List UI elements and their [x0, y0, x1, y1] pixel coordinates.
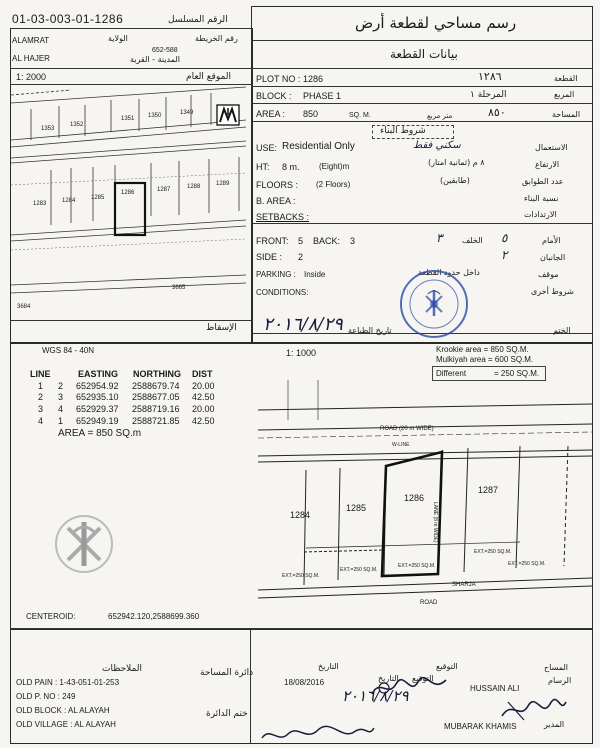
- detail-plot-1287: 1287: [478, 485, 499, 495]
- different-value: = 250 SQ.M.: [494, 369, 540, 378]
- row-easting: 652929.37: [76, 404, 119, 414]
- area-ar-value: ٨٥٠: [488, 106, 506, 119]
- row-from: 4: [38, 416, 44, 426]
- detail-plot-1285: 1285: [346, 503, 367, 513]
- site-plot-1284: 1284: [62, 198, 76, 204]
- area-ar-unit: متر مربع: [427, 112, 453, 120]
- krookie-area: Krookie area = 850 SQ.M.: [436, 345, 529, 354]
- serial-label: الرقم المسلسل: [168, 15, 228, 25]
- area-unit: SQ. M.: [349, 112, 371, 119]
- row-to: 3: [58, 392, 64, 402]
- site-plot-1349: 1349: [180, 110, 194, 116]
- side-ar-value: ٢: [501, 248, 508, 262]
- lane-label: LANE (8 m WIDE): [432, 502, 438, 543]
- floors-value: (2 Floors): [316, 180, 351, 189]
- row-northing: 2588679.74: [132, 381, 180, 391]
- print-date-label: تاريخ الطباعة: [348, 326, 392, 335]
- manager-label: المدير: [544, 720, 565, 729]
- barea-ar-label: نسبة البناء: [524, 194, 559, 203]
- ext-label-2: EXT.=250 SQ.M.: [340, 567, 378, 573]
- use-value: Residential Only: [282, 141, 355, 152]
- road-bottom-name: SHARJA: [452, 582, 476, 588]
- site-plot-1285: 1285: [91, 195, 105, 201]
- ext-label-1: EXT.=250 SQ.M.: [282, 573, 320, 579]
- village-en: AL HAJER: [12, 54, 50, 63]
- road-bottom-label: ROAD: [420, 600, 438, 606]
- front-ar-value: ٥: [501, 231, 508, 245]
- site-plot-1350: 1350: [148, 113, 162, 119]
- plot-no-label: PLOT NO :: [256, 74, 301, 84]
- draftsman-label: الرسام: [548, 676, 572, 685]
- conditions-label: CONDITIONS:: [256, 288, 309, 297]
- setbacks-label: SETBACKS :: [256, 212, 310, 222]
- village-ar: المدينة - القرية: [130, 55, 181, 64]
- ext-label-3: EXT.=250 SQ.M.: [398, 563, 436, 569]
- site-plot-1287: 1287: [157, 187, 171, 193]
- row-northing: 2588677.05: [132, 392, 180, 402]
- manager-signature-icon: [498, 696, 568, 722]
- centroid-label: CENTEROID:: [26, 612, 76, 621]
- building-terms-label: شروط البناء: [380, 126, 426, 136]
- sig-label-1: التوقيع: [436, 662, 458, 671]
- wline-label: W-LINE: [392, 442, 410, 448]
- survey-dept: دائرة المساحة: [200, 668, 254, 678]
- detail-plot-1284: 1284: [290, 510, 311, 520]
- sheet-title: رسم مساحي لقطعة أرض: [355, 14, 517, 32]
- row-from: 1: [38, 381, 44, 391]
- emblem-watermark-icon: [52, 512, 116, 576]
- back-label: BACK:: [313, 236, 341, 246]
- projection-label: الإسقاط: [206, 323, 237, 333]
- barea-label: B. AREA :: [256, 196, 296, 206]
- back-ar-label: الخلف: [462, 236, 483, 245]
- centroid-value: 652942.120,2588699.360: [108, 612, 200, 621]
- plot-no-ar-label: القطعة: [554, 74, 578, 83]
- side-value: 2: [298, 252, 304, 262]
- conditions-ar-label: شروط أخرى: [531, 287, 574, 296]
- site-label: الموقع العام: [186, 72, 231, 82]
- front-label: FRONT:: [256, 236, 289, 246]
- draftsman-name: HUSSAIN ALI: [470, 684, 520, 693]
- old-village: OLD VILLAGE : AL ALAYAH: [16, 720, 116, 729]
- back-value: 3: [350, 236, 356, 246]
- area-label: AREA :: [256, 109, 286, 119]
- row-to: 1: [58, 416, 64, 426]
- row-dist: 42.50: [192, 392, 215, 402]
- row-from: 3: [38, 404, 44, 414]
- row-northing: 2588721.85: [132, 416, 180, 426]
- back-ar-value: ٣: [436, 231, 443, 245]
- site-plot-1352: 1352: [70, 122, 84, 128]
- draftsman-date: 18/08/2016: [284, 678, 325, 687]
- use-ar-value: سكني فقط: [413, 140, 461, 151]
- road-top-label: ROAD (20 m WIDE): [380, 426, 434, 432]
- side-ar-label: الجانبان: [540, 253, 566, 262]
- row-easting: 652935.10: [76, 392, 119, 402]
- col-header-easting: EASTING: [78, 369, 119, 379]
- ht-label: HT:: [256, 162, 270, 172]
- front-ar-label: الأمام: [542, 236, 561, 245]
- notes-title: الملاحظات: [102, 664, 142, 674]
- detail-scale: 1: 1000: [286, 348, 317, 358]
- different-box: [432, 366, 546, 381]
- site-road-3684: 3684: [17, 304, 31, 310]
- site-plot-1289: 1289: [216, 181, 230, 187]
- area-value: 850: [303, 109, 319, 119]
- block-label: BLOCK :: [256, 91, 292, 101]
- ht-words: (Eight)m: [319, 162, 350, 171]
- dept-stamp: ختم الدائرة: [206, 709, 248, 719]
- ht-ar-label: الارتفاع: [535, 160, 560, 169]
- different-label: Different: [436, 369, 467, 378]
- map-no: 652-588: [152, 47, 178, 54]
- north-arrow-icon: [217, 105, 239, 125]
- area-summary: AREA = 850 SQ.m: [58, 428, 142, 439]
- old-pno: OLD P. NO : 249: [16, 692, 76, 701]
- manager-name: MUBARAK KHAMIS: [444, 722, 517, 731]
- draftsman-date-label: التاريخ: [378, 674, 399, 683]
- mulkiyah-area: Mulkiyah area = 600 SQ.M.: [436, 355, 534, 364]
- site-plot-1288: 1288: [187, 184, 201, 190]
- ht-ar-value: ٨ م (ثمانية امتار): [428, 158, 485, 167]
- footer-handwritten-date: ٢٠١٦/٨/٢٩: [342, 687, 409, 705]
- site-plot-1286: 1286: [121, 190, 135, 196]
- floors-label: FLOORS :: [256, 180, 299, 190]
- row-to: 2: [58, 381, 64, 391]
- row-dist: 20.00: [192, 404, 215, 414]
- row-from: 2: [38, 392, 44, 402]
- parking-ar-value: داخل حدود القطعة: [418, 268, 480, 277]
- use-label: USE:: [256, 143, 278, 153]
- wilayat-ar: الولاية: [108, 34, 128, 43]
- detail-plan: [258, 380, 592, 625]
- print-date-handwritten: ٢٠١٦/٨/٢٩: [263, 314, 343, 335]
- datum: WGS 84 - 40N: [42, 346, 95, 355]
- row-northing: 2588719.16: [132, 404, 180, 414]
- row-to: 4: [58, 404, 64, 414]
- row-easting: 652954.92: [76, 381, 119, 391]
- front-value: 5: [298, 236, 304, 246]
- draftsman-signature-icon: [370, 676, 450, 700]
- site-plot-1351: 1351: [121, 116, 135, 122]
- plot-no-ar-value: ١٢٨٦: [478, 70, 502, 83]
- site-plot-1283: 1283: [33, 201, 47, 207]
- col-header-dist: DIST: [192, 369, 213, 379]
- row-dist: 20.00: [192, 381, 215, 391]
- detail-plot-1286: 1286: [404, 493, 425, 503]
- site-road-3665: 3665: [172, 285, 186, 291]
- serial-number: 01-03-003-01-1286: [12, 12, 124, 26]
- setbacks-ar-label: الارتدادات: [524, 210, 557, 219]
- date-label-1: التاريخ: [318, 662, 339, 671]
- area-ar-label: المساحة: [552, 110, 581, 119]
- plot-data-title: بيانات القطعة: [390, 47, 458, 61]
- surveyor-label: المساح: [544, 663, 569, 672]
- ht-value: 8 m.: [282, 162, 300, 172]
- official-stamp-icon: [398, 268, 470, 340]
- old-block: OLD BLOCK : AL ALAYAH: [16, 706, 110, 715]
- ext-label-5: EXT.=250 SQ.M.: [508, 561, 546, 567]
- col-header-line: LINE: [30, 369, 51, 379]
- side-label: SIDE :: [256, 252, 283, 262]
- parking-ar-label: موقف: [538, 270, 559, 279]
- site-plot-1353: 1353: [41, 126, 55, 132]
- floors-ar-label: عدد الطوابق: [522, 177, 564, 186]
- draftsman-sig-label: التوقيع: [412, 674, 434, 683]
- parking-value: Inside: [304, 270, 326, 279]
- block-value: PHASE 1: [303, 91, 342, 101]
- col-header-northing: NORTHING: [133, 369, 181, 379]
- stamp-label: الختم: [553, 326, 571, 335]
- block-ar-label: المربع: [554, 90, 575, 99]
- row-easting: 652949.19: [76, 416, 119, 426]
- map-no-label: رقم الخريطة: [195, 34, 238, 43]
- ext-label-4: EXT.=250 SQ.M.: [474, 549, 512, 555]
- wilayat-en: ALAMRAT: [12, 36, 50, 45]
- use-ar-label: الاستعمال: [535, 143, 568, 152]
- bottom-handwriting-icon: [258, 724, 378, 746]
- row-dist: 42.50: [192, 416, 215, 426]
- parking-label: PARKING :: [256, 270, 296, 279]
- block-ar-value: المرحلة ١: [470, 90, 507, 100]
- floors-ar-value: (طابقين): [440, 176, 470, 185]
- site-scale: 1: 2000: [16, 72, 47, 82]
- old-pain: OLD PAIN : 1-43-051-01-253: [16, 678, 120, 687]
- plot-no-value: 1286: [303, 74, 324, 84]
